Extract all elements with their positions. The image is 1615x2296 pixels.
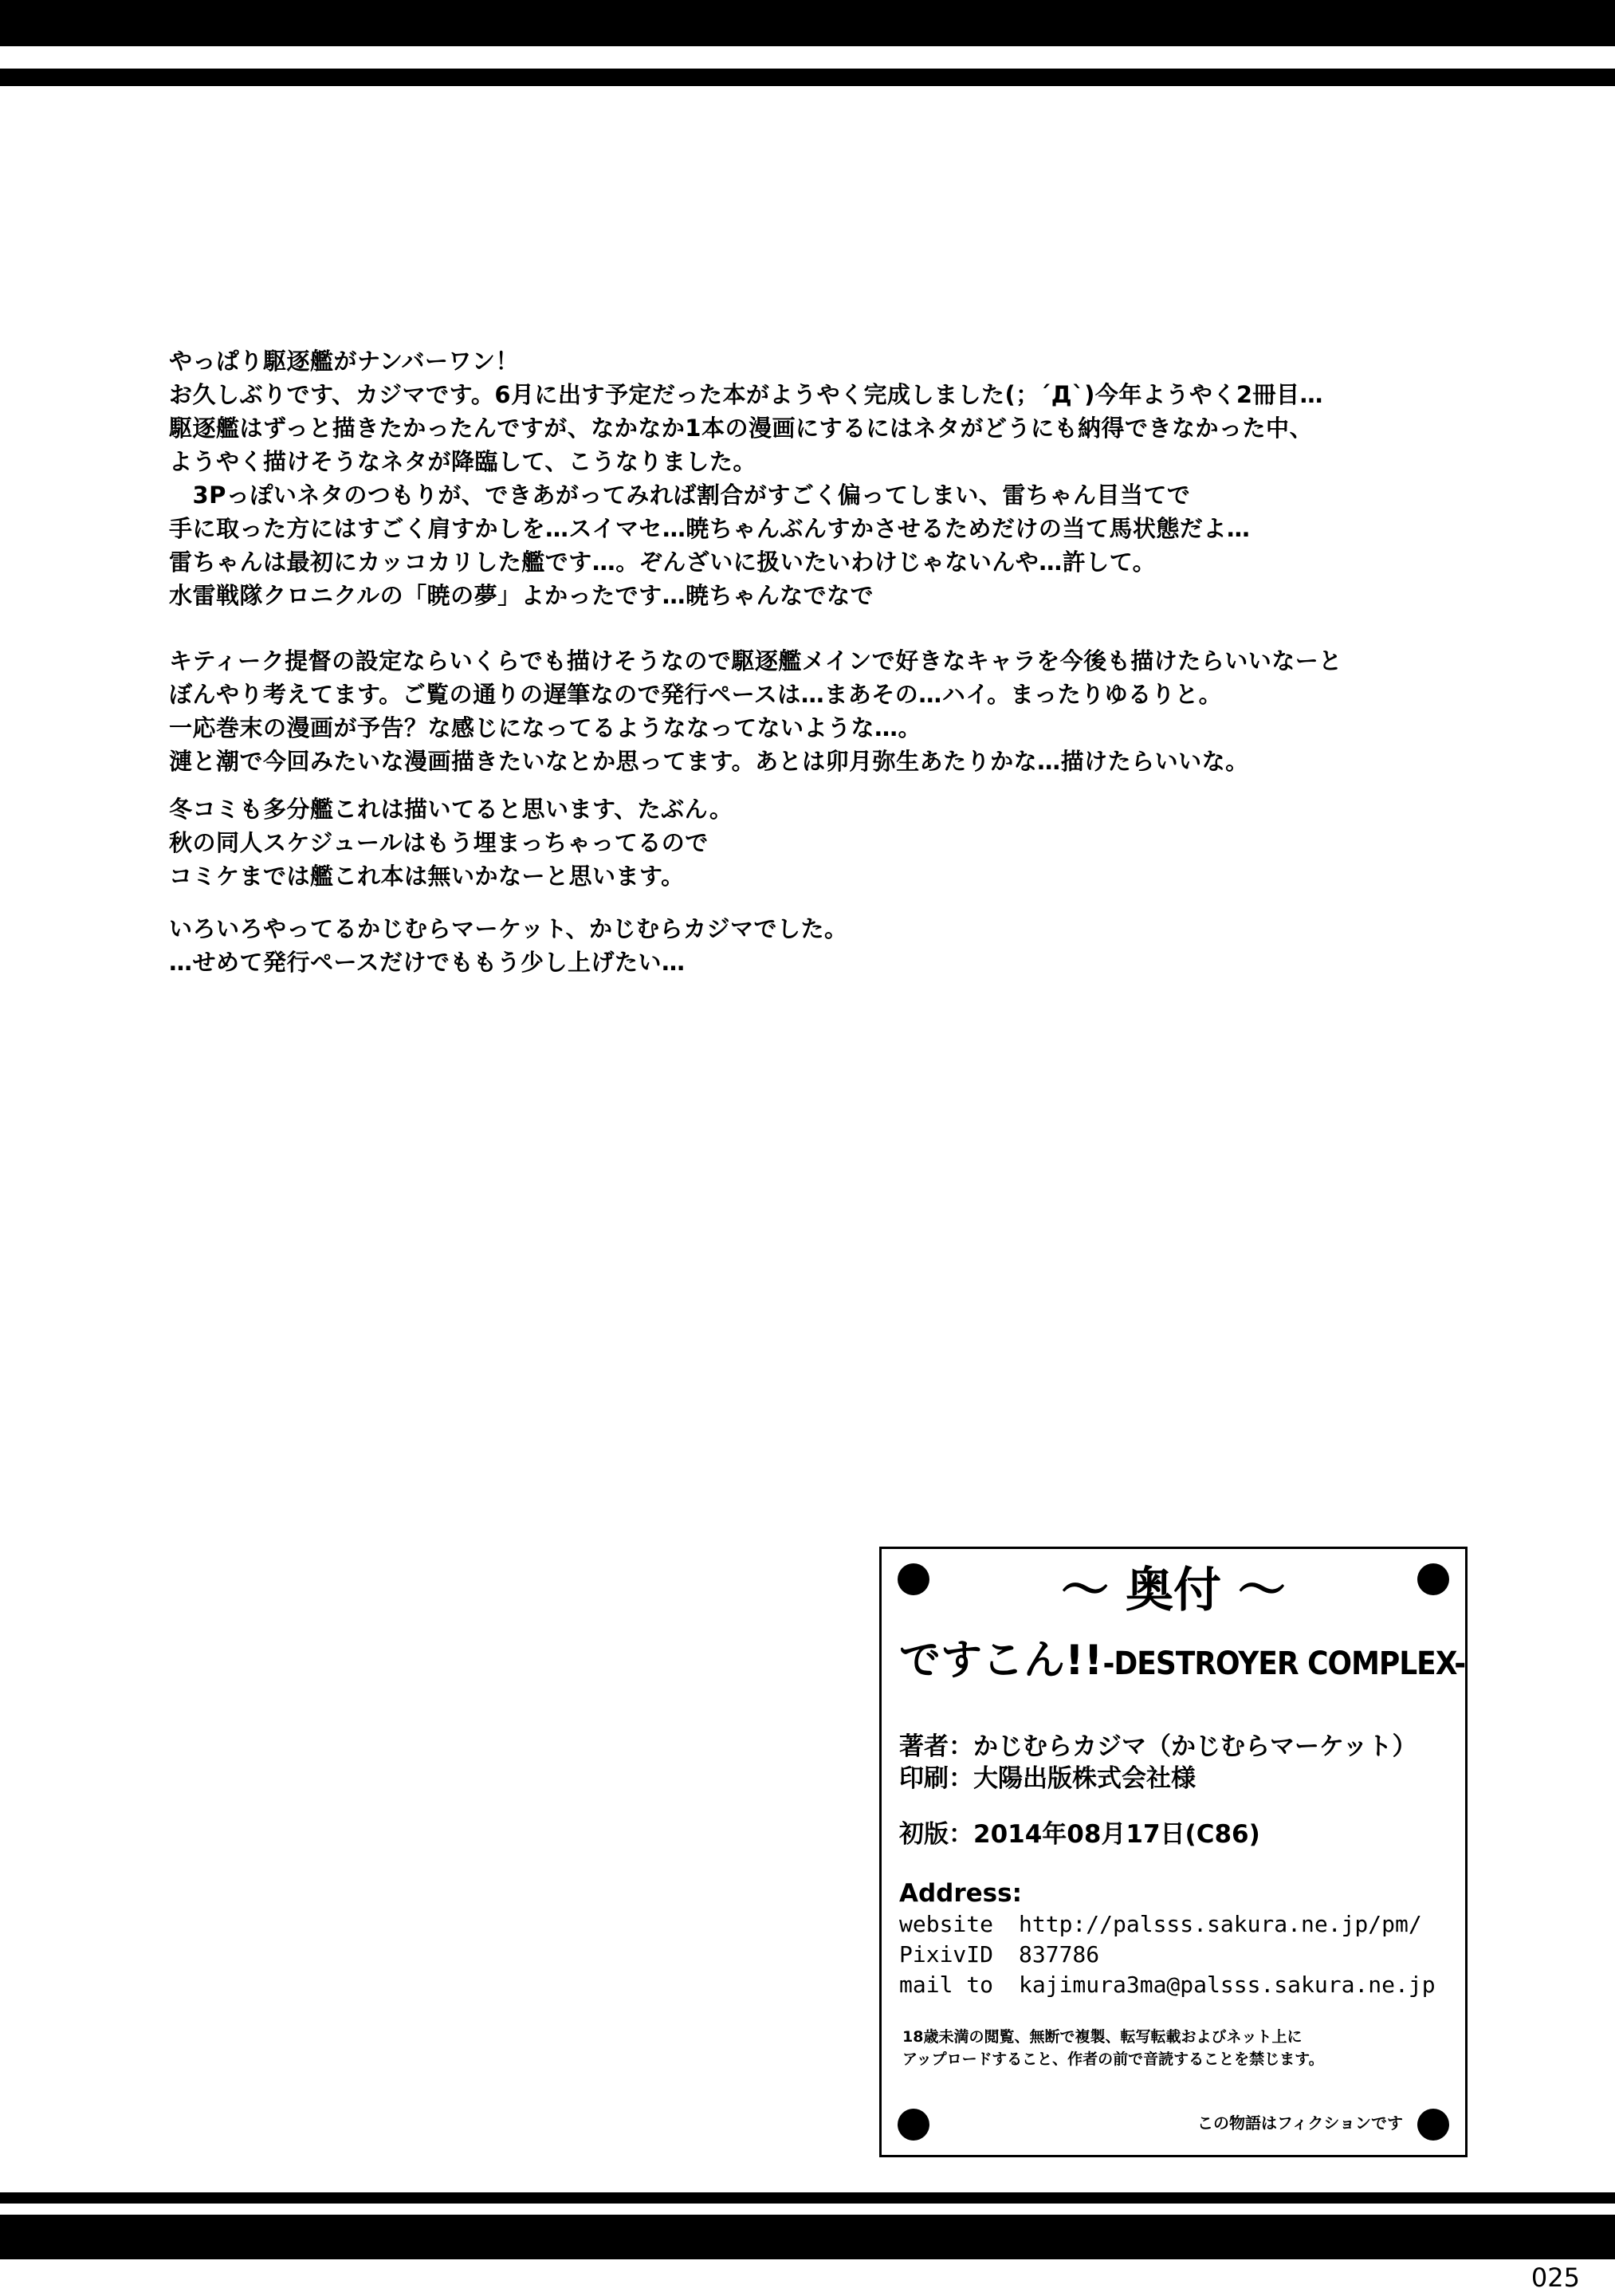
address-row-website (899, 1909, 1422, 1940)
text-line: 秋の同人スケジュールはもう埋まっちゃってるので (169, 829, 709, 856)
text-line: いろいろやってるかじむらマーケット、かじむらカジマでした。 (169, 915, 848, 942)
address-key: website (899, 1911, 994, 1937)
address-row-mail (899, 1970, 1436, 2000)
bottom-border-line (0, 2192, 1615, 2204)
text-line: 水雷戦隊クロニクルの「暁の夢」よかったです…暁ちゃんなでなで (169, 582, 874, 609)
book-title-main: ですこん!! (899, 1637, 1103, 1685)
address-row-pixiv (899, 1940, 1099, 1970)
first-edition-line: 初版：2014年08月17日(C86) (899, 1820, 1260, 1849)
corner-dot (898, 2109, 929, 2141)
text-line: ようやく描けそうなネタが降臨して、こうなりました。 (169, 448, 756, 475)
afterword-paragraph (169, 912, 847, 979)
text-line: 漣と潮で今回みたいな漫画描きたいなとか思ってます。あとは卯月弥生あたりかな…描けたらいいな。 (169, 748, 1249, 775)
corner-dot (1417, 2109, 1449, 2141)
colophon-box (879, 1547, 1468, 2157)
page-number: 025 (1531, 2263, 1580, 2293)
website-link[interactable]: http://palsss.sakura.ne.jp/pm/ (1019, 1911, 1422, 1937)
top-border-line (0, 69, 1615, 86)
colophon-heading: 〜 奥付 〜 (1061, 1563, 1286, 1618)
text-line: ぼんやり考えてます。ご覧の通りの遅筆なので発行ペースは…まあその…ハイ。まったりゆるりと。 (169, 681, 1223, 708)
text-line: コミケまでは艦これ本は無いかなーと思います。 (169, 863, 685, 890)
book-subtitle: -DESTROYER COMPLEX- (1102, 1645, 1466, 1682)
book-title (899, 1635, 1465, 1689)
top-border-band (0, 0, 1615, 46)
afterword-paragraph (169, 644, 1342, 778)
text-line: お久しぶりです、カジマです。6月に出す予定だった本がようやく完成しました(；´Д`)今年ようやく2冊目… (169, 381, 1324, 408)
afterword-paragraph (169, 792, 733, 893)
printer-line: 印刷：大陽出版株式会社様 (899, 1764, 1196, 1793)
text-line: 雷ちゃんは最初にカッコカリした艦です…。ぞんざいに扱いたいわけじゃないんや…許して。 (169, 548, 1157, 576)
pixiv-id: 837786 (1019, 1941, 1100, 1968)
author-line: 著者：かじむらカジマ（かじむらマーケット） (899, 1732, 1417, 1761)
text-line: やっぱり駆逐艦がナンバーワン！ (169, 348, 520, 375)
text-line: 駆逐艦はずっと描きたかったんですが、なかなか1本の漫画にするにはネタがどうにも納得できなかった中、 (169, 415, 1313, 442)
copyright-notice (902, 2026, 1324, 2070)
afterword-paragraph (169, 344, 1323, 612)
notice-line: 18歳未満の閲覧、無断で複製、転写転載およびネット上に (902, 2028, 1303, 2046)
text-line: 一応巻末の漫画が予告？な感じになってるようななってないような…。 (169, 714, 922, 741)
text-line: 3Pっぽいネタのつもりが、できあがってみれば割合がすごく偏ってしまい、雷ちゃん目当てで (169, 482, 1191, 509)
address-key: mail to (899, 1972, 994, 1998)
text-line: …せめて発行ペースだけでももう少し上げたい… (169, 949, 686, 976)
text-line: 冬コミも多分艦これは描いてると思います、たぶん。 (169, 796, 733, 823)
email-link[interactable]: kajimura3ma@palsss.sakura.ne.jp (1019, 1972, 1436, 1998)
address-label: Address: (899, 1879, 1022, 1908)
fiction-disclaimer: この物語はフィクションです (1197, 2113, 1403, 2133)
text-line: 手に取った方にはすごく肩すかしを…スイマセ…暁ちゃんぶんすかさせるためだけの当て馬状態だよ… (169, 515, 1251, 542)
bottom-border-band (0, 2215, 1615, 2259)
address-key: PixivID (899, 1941, 994, 1968)
notice-line: アップロードすること、作者の前で音読することを禁じます。 (902, 2050, 1324, 2068)
text-line: キティーク提督の設定ならいくらでも描けそうなので駆逐艦メインで好きなキャラを今後も描けたらいいなーと (169, 647, 1342, 674)
